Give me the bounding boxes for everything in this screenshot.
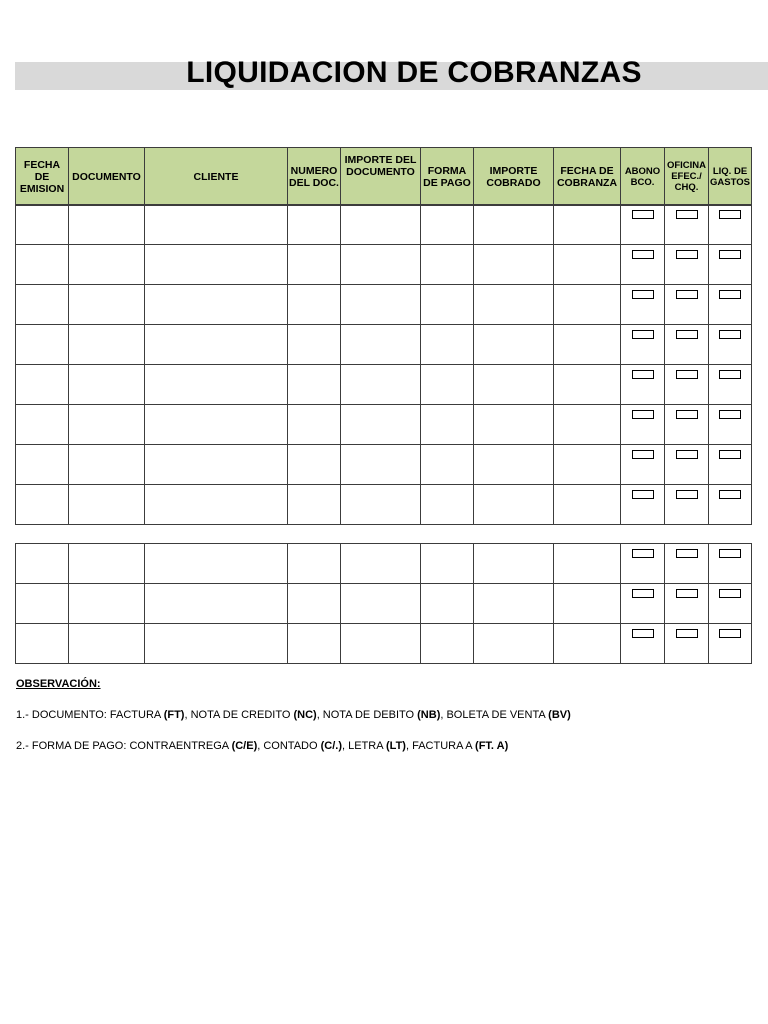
entry-cell[interactable] (341, 325, 421, 365)
entry-cell[interactable] (341, 544, 421, 584)
col-documento: DOCUMENTO (69, 148, 145, 206)
checkbox[interactable] (676, 330, 698, 339)
entry-cell[interactable] (145, 624, 288, 664)
entry-cell[interactable] (474, 285, 554, 325)
entry-cell[interactable] (288, 624, 341, 664)
table-row (16, 544, 752, 584)
checkbox-cell (621, 584, 665, 624)
entry-cell[interactable] (474, 245, 554, 285)
checkbox[interactable] (676, 410, 698, 419)
entry-cell[interactable] (421, 285, 474, 325)
entries-table-2 (15, 543, 752, 664)
checkbox[interactable] (719, 210, 741, 219)
col-liq-gastos: LIQ. DE GASTOS (709, 148, 752, 206)
entry-cell[interactable] (69, 405, 145, 445)
checkbox[interactable] (719, 450, 741, 459)
checkbox[interactable] (632, 210, 654, 219)
col-cliente: CLIENTE (145, 148, 288, 206)
checkbox[interactable] (676, 450, 698, 459)
checkbox-cell (665, 325, 709, 365)
note-forma-pago: 2.- FORMA DE PAGO: CONTRAENTREGA (C/E), CONTADO (C/.), LETRA (LT), FACTURA A (FT. A) (16, 740, 509, 752)
col-importe-cobrado: IMPORTE COBRADO (474, 148, 554, 206)
entry-cell[interactable] (69, 624, 145, 664)
checkbox-cell (709, 365, 752, 405)
entry-cell[interactable] (474, 445, 554, 485)
entry-cell[interactable] (554, 285, 621, 325)
entry-cell[interactable] (16, 285, 69, 325)
checkbox[interactable] (632, 290, 654, 299)
entry-cell[interactable] (16, 325, 69, 365)
checkbox[interactable] (676, 629, 698, 638)
entry-cell[interactable] (421, 325, 474, 365)
entry-cell[interactable] (145, 205, 288, 245)
entry-cell[interactable] (421, 245, 474, 285)
checkbox-cell (709, 445, 752, 485)
checkbox[interactable] (632, 250, 654, 259)
checkbox[interactable] (719, 410, 741, 419)
entry-cell[interactable] (554, 485, 621, 525)
checkbox[interactable] (632, 549, 654, 558)
entry-cell[interactable] (69, 245, 145, 285)
entry-cell[interactable] (69, 205, 145, 245)
entry-cell[interactable] (288, 245, 341, 285)
table-row (16, 325, 752, 365)
checkbox-cell (621, 405, 665, 445)
entry-cell[interactable] (69, 365, 145, 405)
entry-cell[interactable] (288, 485, 341, 525)
entry-cell[interactable] (554, 365, 621, 405)
checkbox-cell (665, 405, 709, 445)
table-row (16, 245, 752, 285)
entry-cell[interactable] (341, 584, 421, 624)
checkbox[interactable] (676, 290, 698, 299)
checkbox-cell (709, 205, 752, 245)
checkbox[interactable] (719, 250, 741, 259)
checkbox[interactable] (632, 410, 654, 419)
checkbox[interactable] (676, 370, 698, 379)
checkbox[interactable] (676, 589, 698, 598)
entry-cell[interactable] (145, 485, 288, 525)
checkbox-cell (621, 365, 665, 405)
col-forma-pago: FORMA DE PAGO (421, 148, 474, 206)
entry-cell[interactable] (145, 365, 288, 405)
entry-cell[interactable] (554, 445, 621, 485)
col-fecha-emision: FECHA DE EMISION (16, 148, 69, 206)
entry-cell[interactable] (474, 624, 554, 664)
entry-cell[interactable] (421, 584, 474, 624)
checkbox-cell (665, 445, 709, 485)
table-row (16, 205, 752, 245)
checkbox-cell (621, 325, 665, 365)
checkbox-cell (665, 624, 709, 664)
checkbox-cell (621, 485, 665, 525)
entry-cell[interactable] (341, 245, 421, 285)
checkbox[interactable] (676, 210, 698, 219)
table-row (16, 584, 752, 624)
checkbox[interactable] (719, 290, 741, 299)
checkbox-cell (665, 365, 709, 405)
note-documento: 1.- DOCUMENTO: FACTURA (FT), NOTA DE CREDITO (NC), NOTA DE DEBITO (NB), BOLETA DE VENTA (BV) (16, 709, 571, 721)
entry-cell[interactable] (554, 544, 621, 584)
entry-cell[interactable] (341, 624, 421, 664)
entry-cell[interactable] (421, 624, 474, 664)
entry-cell[interactable] (288, 405, 341, 445)
entry-cell[interactable] (554, 245, 621, 285)
col-importe-documento: IMPORTE DEL DOCUMENTO (341, 148, 421, 206)
entry-cell[interactable] (69, 584, 145, 624)
entry-cell[interactable] (69, 485, 145, 525)
checkbox-cell (709, 485, 752, 525)
entry-cell[interactable] (341, 405, 421, 445)
entry-cell[interactable] (474, 365, 554, 405)
col-fecha-cobranza: FECHA DE COBRANZA (554, 148, 621, 206)
entry-cell[interactable] (69, 544, 145, 584)
col-numero-doc: NUMERO DEL DOC. (288, 148, 341, 206)
entry-cell[interactable] (474, 485, 554, 525)
checkbox-cell (709, 624, 752, 664)
checkbox-cell (709, 285, 752, 325)
entry-cell[interactable] (288, 205, 341, 245)
checkbox-cell (709, 584, 752, 624)
checkbox-cell (621, 445, 665, 485)
entry-cell[interactable] (474, 405, 554, 445)
checkbox-cell (665, 245, 709, 285)
checkbox[interactable] (719, 370, 741, 379)
table-row (16, 624, 752, 664)
entry-cell[interactable] (145, 445, 288, 485)
checkbox[interactable] (632, 490, 654, 499)
page-title: LIQUIDACION DE COBRANZAS (186, 56, 642, 89)
checkbox[interactable] (719, 589, 741, 598)
checkbox-cell (621, 624, 665, 664)
entry-cell[interactable] (421, 445, 474, 485)
entry-cell[interactable] (145, 245, 288, 285)
col-oficina-efec-chq: OFICINA EFEC./ CHQ. (665, 148, 709, 206)
entry-cell[interactable] (145, 325, 288, 365)
table-row (16, 405, 752, 445)
checkbox[interactable] (632, 629, 654, 638)
checkbox-cell (621, 285, 665, 325)
entry-cell[interactable] (341, 445, 421, 485)
entry-cell[interactable] (16, 365, 69, 405)
checkbox[interactable] (632, 589, 654, 598)
table-row (16, 485, 752, 525)
checkbox-cell (709, 245, 752, 285)
entry-cell[interactable] (421, 365, 474, 405)
entry-cell[interactable] (554, 584, 621, 624)
entry-cell[interactable] (145, 405, 288, 445)
entry-cell[interactable] (16, 405, 69, 445)
checkbox-cell (621, 205, 665, 245)
checkbox-cell (665, 485, 709, 525)
entry-cell[interactable] (554, 205, 621, 245)
entry-cell[interactable] (554, 405, 621, 445)
entry-cell[interactable] (421, 405, 474, 445)
header-table (15, 147, 752, 206)
checkbox[interactable] (719, 330, 741, 339)
table-row (16, 365, 752, 405)
checkbox[interactable] (676, 490, 698, 499)
col-abono-bco: ABONO BCO. (621, 148, 665, 206)
checkbox-cell (709, 544, 752, 584)
entry-cell[interactable] (69, 445, 145, 485)
checkbox[interactable] (632, 370, 654, 379)
checkbox[interactable] (719, 549, 741, 558)
entry-cell[interactable] (16, 245, 69, 285)
checkbox-cell (665, 584, 709, 624)
entry-cell[interactable] (16, 205, 69, 245)
checkbox-cell (621, 544, 665, 584)
entry-cell[interactable] (474, 205, 554, 245)
entry-cell[interactable] (474, 584, 554, 624)
entry-cell[interactable] (145, 544, 288, 584)
entry-cell[interactable] (16, 624, 69, 664)
checkbox[interactable] (632, 330, 654, 339)
entry-cell[interactable] (16, 445, 69, 485)
entry-cell[interactable] (288, 584, 341, 624)
entry-cell[interactable] (288, 365, 341, 405)
observacion-label: OBSERVACIÓN: (16, 678, 101, 690)
checkbox[interactable] (676, 250, 698, 259)
entry-cell[interactable] (554, 624, 621, 664)
checkbox-cell (709, 325, 752, 365)
checkbox-cell (709, 405, 752, 445)
entry-cell[interactable] (421, 205, 474, 245)
checkbox[interactable] (719, 629, 741, 638)
entry-cell[interactable] (288, 544, 341, 584)
checkbox-cell (665, 205, 709, 245)
entry-cell[interactable] (421, 485, 474, 525)
entry-cell[interactable] (421, 544, 474, 584)
entry-cell[interactable] (474, 544, 554, 584)
checkbox-cell (621, 245, 665, 285)
checkbox[interactable] (676, 549, 698, 558)
entry-cell[interactable] (341, 485, 421, 525)
entry-cell[interactable] (474, 325, 554, 365)
checkbox-cell (665, 544, 709, 584)
entry-cell[interactable] (288, 285, 341, 325)
entry-cell[interactable] (16, 544, 69, 584)
checkbox[interactable] (719, 490, 741, 499)
entry-cell[interactable] (69, 285, 145, 325)
checkbox[interactable] (632, 450, 654, 459)
entry-cell[interactable] (145, 584, 288, 624)
table-row (16, 445, 752, 485)
entry-cell[interactable] (288, 445, 341, 485)
entry-cell[interactable] (341, 365, 421, 405)
entries-table-1 (15, 204, 752, 525)
entry-cell[interactable] (16, 485, 69, 525)
entry-cell[interactable] (288, 325, 341, 365)
entry-cell[interactable] (554, 325, 621, 365)
entry-cell[interactable] (16, 584, 69, 624)
table-row (16, 285, 752, 325)
entry-cell[interactable] (145, 285, 288, 325)
entry-cell[interactable] (341, 205, 421, 245)
checkbox-cell (665, 285, 709, 325)
entry-cell[interactable] (69, 325, 145, 365)
entry-cell[interactable] (341, 285, 421, 325)
